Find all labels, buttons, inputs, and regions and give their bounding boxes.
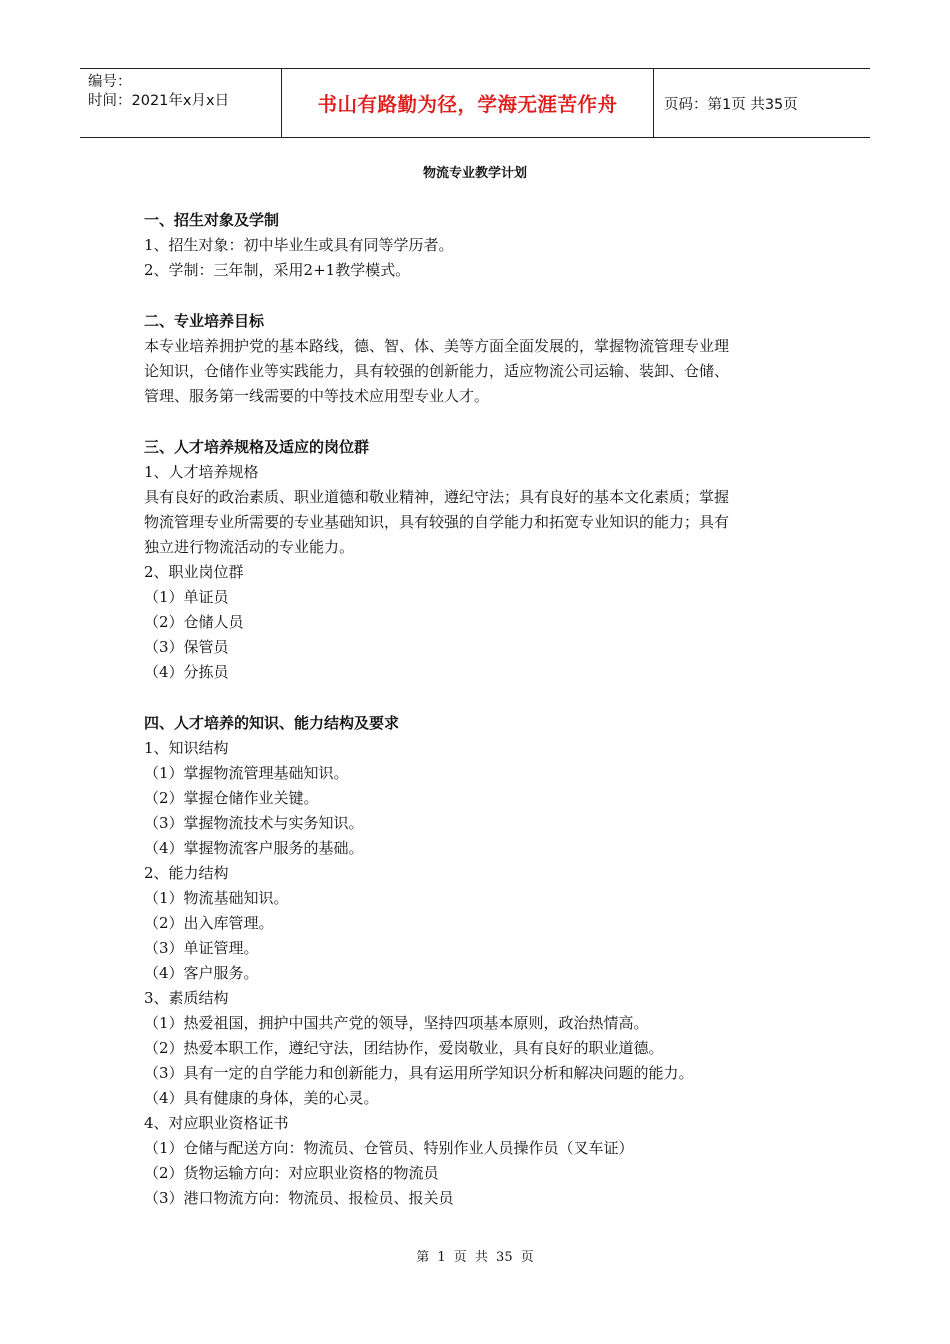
spacer: [144, 409, 804, 435]
body-line: 物流管理专业所需要的专业基础知识，具有较强的自学能力和拓宽专业知识的能力；具有: [144, 513, 730, 531]
header-table: [80, 68, 870, 138]
body-line: 本专业培养拥护党的基本路线，德、智、体、美等方面全面发展的，掌握物流管理专业理: [144, 337, 730, 355]
body-line: （1）仓储与配送方向：物流员、仓管员、特别作业人员操作员（叉车证）: [144, 1139, 634, 1157]
header-motto: 书山有路勤为径，学海无涯苦作舟: [317, 93, 618, 116]
section-heading: 三、人才培养规格及适应的岗位群: [144, 438, 370, 456]
body-line: （2）掌握仓储作业关键。: [144, 789, 319, 807]
section-heading: 二、专业培养目标: [144, 312, 265, 330]
header-page-cell: [654, 69, 870, 137]
body-line: （2）仓储人员: [144, 613, 244, 631]
body-line: （2）出入库管理。: [144, 914, 274, 932]
body-line: （2）热爱本职工作，遵纪守法，团结协作，爱岗敬业，具有良好的职业道德。: [144, 1039, 664, 1057]
body-line: （4）客户服务。: [144, 964, 259, 982]
body-line: 1、招生对象：初中毕业生或具有同等学历者。: [144, 236, 454, 254]
body-line: （2）货物运输方向：对应职业资格的物流员: [144, 1164, 439, 1182]
body-line: （4）掌握物流客户服务的基础。: [144, 839, 364, 857]
body-line: 独立进行物流活动的专业能力。: [144, 538, 355, 556]
body-line: （3）具有一定的自学能力和创新能力，具有运用所学知识分析和解决问题的能力。: [144, 1064, 694, 1082]
body-line: （4）具有健康的身体，美的心灵。: [144, 1089, 379, 1107]
body-line: 具有良好的政治素质、职业道德和敬业精神，遵纪守法；具有良好的基本文化素质；掌握: [144, 488, 730, 506]
document-number-label: 编号：: [88, 74, 132, 90]
spacer: [144, 685, 804, 711]
section-heading: 一、招生对象及学制: [144, 211, 280, 229]
body-line: 2、学制：三年制，采用2+1教学模式。: [144, 261, 411, 279]
body-line: （1）单证员: [144, 588, 229, 606]
body-line: 2、能力结构: [144, 864, 229, 882]
section-heading: 四、人才培养的知识、能力结构及要求: [144, 714, 400, 732]
body-line: （4）分拣员: [144, 663, 229, 681]
body-line: （3）港口物流方向：物流员、报检员、报关员: [144, 1189, 454, 1207]
header-left-cell: [80, 69, 282, 137]
body-line: 1、人才培养规格: [144, 463, 259, 481]
document-time-label: 时间：2021年x月x日: [88, 93, 230, 109]
document-title: 物流专业教学计划: [422, 166, 527, 181]
header-page-info: 页码：第1页 共35页: [664, 96, 798, 113]
body-line: （3）保管员: [144, 638, 229, 656]
page-footer: 第 1 页 共 35 页: [416, 1250, 534, 1265]
body-line: 2、职业岗位群: [144, 563, 244, 581]
body-line: （3）掌握物流技术与实务知识。: [144, 814, 364, 832]
body-line: 论知识，仓储作业等实践能力，具有较强的创新能力，适应物流公司运输、装卸、仓储、: [144, 362, 730, 380]
body-line: （3）单证管理。: [144, 939, 259, 957]
body-line: 1、知识结构: [144, 739, 229, 757]
body-line: 管理、服务第一线需要的中等技术应用型专业人才。: [144, 387, 490, 405]
spacer: [144, 283, 804, 309]
header-motto-cell: [282, 69, 654, 137]
body-line: 4、对应职业资格证书: [144, 1114, 289, 1132]
body-line: （1）掌握物流管理基础知识。: [144, 764, 349, 782]
body-line: 3、素质结构: [144, 989, 229, 1007]
body-line: （1）物流基础知识。: [144, 889, 289, 907]
body-line: （1）热爱祖国，拥护中国共产党的领导，坚持四项基本原则，政治热情高。: [144, 1014, 649, 1032]
document-body: [144, 208, 804, 1211]
